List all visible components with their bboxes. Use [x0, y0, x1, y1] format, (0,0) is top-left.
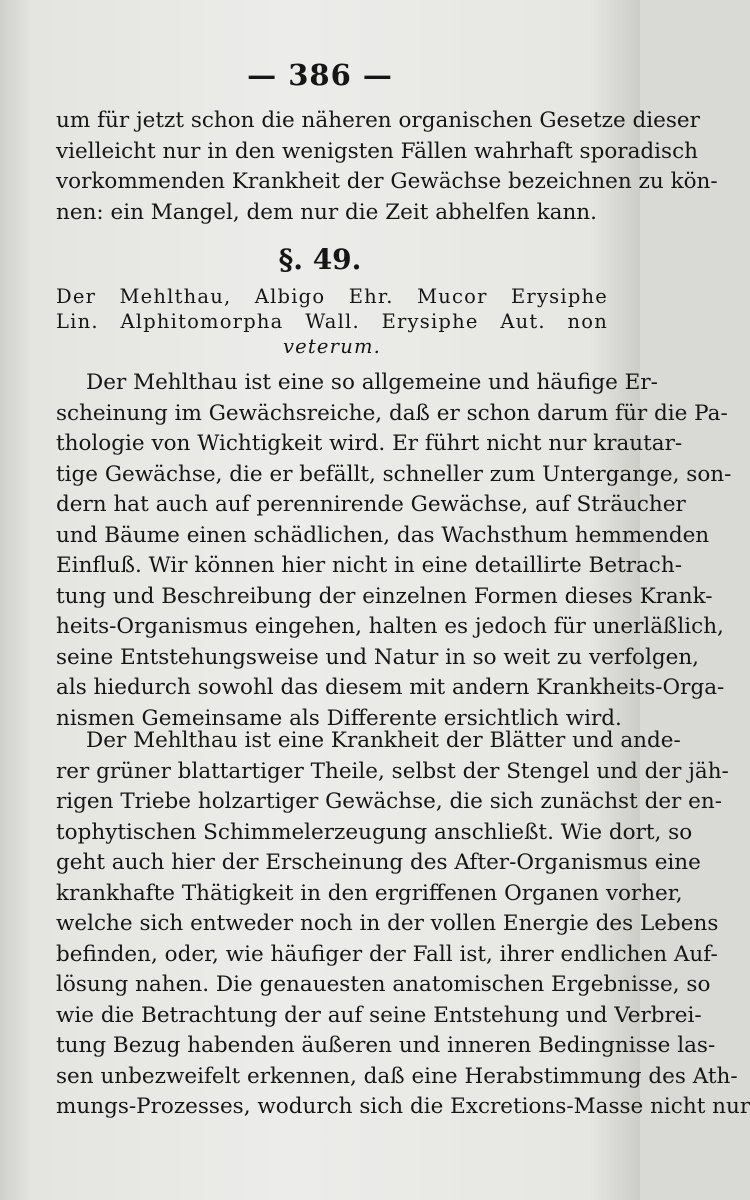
text-line: thologie von Wichtigkeit wird. Er führt nicht nur krautar- [56, 431, 683, 456]
text-line: lösung nahen. Die genauesten anatomischen Ergebnisse, so [56, 972, 711, 997]
text-line: krankhafte Thätigkeit in den ergriffenen Organen vorher, [56, 880, 683, 906]
continued-paragraph [56, 106, 718, 228]
text-line: tige Gewächse, die er befällt, schneller zum Untergange, son- [56, 461, 732, 487]
text-line: tophytischen Schimmelerzeugung anschließt. Wie dort, so [56, 819, 693, 845]
text-line: seine Entstehungsweise und Natur in so weit zu verfolgen, [56, 644, 700, 670]
text-line: rigen Triebe holzartiger Gewächse, die sich zunächst der en- [56, 789, 722, 814]
text-line: heits-Organismus eingehen, halten es jedoch für unerläßlich, [56, 614, 724, 639]
text-line: sen unbezweifelt erkennen, daß eine Herabstimmung des Ath- [56, 1063, 738, 1089]
text-line: befinden, oder, wie häufiger der Fall ist, ihrer endlichen Auf- [56, 941, 718, 967]
section-heading: §. 49. [278, 243, 362, 276]
page-number: — 386 — [247, 58, 393, 92]
section-subtitle [56, 284, 608, 359]
text-line: scheinung im Gewächsreiche, daß er schon darum für die Pa- [56, 400, 728, 426]
text-line: Einfluß. Wir können hier nicht in eine detaillirte Betrach- [56, 553, 682, 578]
text-line: als hiedurch sowohl das diesem mit andern Krankheits-Orga- [56, 675, 725, 700]
text-line: und Bäume einen schädlichen, das Wachsthum hemmenden [56, 522, 710, 548]
text-line: tung Bezug habenden äußeren und inneren Bedingnisse las- [56, 1033, 716, 1058]
text-line: tung und Beschreibung der einzelnen Formen dieses Krank- [56, 583, 713, 609]
text-line: rer grüner blattartiger Theile, selbst der Stengel und der jäh- [56, 758, 729, 784]
text-line: mungs-Prozesses, wodurch sich die Excretions-Masse nicht nur [56, 1094, 750, 1119]
text-line: welche sich entweder noch in der vollen Energie des Lebens [56, 911, 719, 936]
text-line: dern hat auch auf perennirende Gewächse, auf Sträucher [56, 492, 686, 517]
paragraph-1 [56, 368, 732, 734]
text-line: um für jetzt schon die näheren organischen Gesetze dieser [56, 108, 700, 133]
text-line: vorkommenden Krankheit der Gewächse bezeichnen zu kön- [56, 169, 718, 194]
text-line: vielleicht nur in den wenigsten Fällen wahrhaft sporadisch [56, 138, 698, 164]
text-line: geht auch hier der Erscheinung des After-Organismus eine [56, 850, 701, 875]
subtitle-line: Der Mehlthau, Albigo Ehr. Mucor Erysiphe [56, 285, 608, 308]
text-line: Der Mehlthau ist eine Krankheit der Blätter und ande- [86, 728, 681, 753]
paragraph-2 [56, 726, 750, 1123]
text-line: wie die Betrachtung der auf seine Entstehung und Verbrei- [56, 1002, 702, 1028]
text-line: Der Mehlthau ist eine so allgemeine und häufige Er- [86, 370, 658, 395]
subtitle-line: veterum. [282, 335, 382, 358]
text-line: nismen Gemeinsame als Differente ersichtlich wird. [56, 705, 622, 731]
subtitle-line: Lin. Alphitomorpha Wall. Erysiphe Aut. non [56, 310, 608, 333]
text-line: nen: ein Mangel, dem nur die Zeit abhelfen kann. [56, 199, 597, 225]
